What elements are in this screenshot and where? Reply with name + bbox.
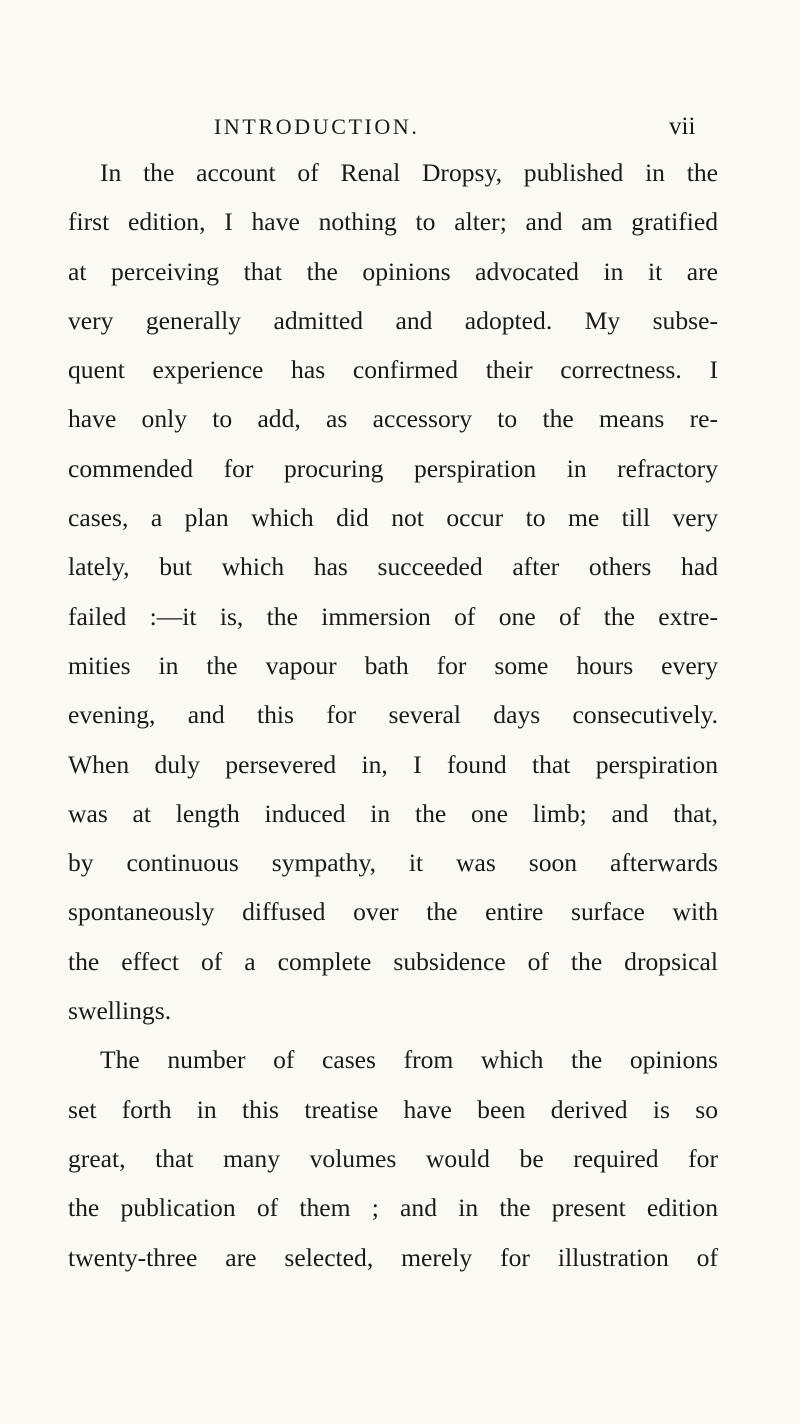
text-line: In the account of Renal Dropsy, published in the — [100, 158, 718, 187]
page-number: vii — [669, 113, 696, 140]
text-line: great, that many volumes would be required for — [68, 1143, 718, 1173]
text-line: evening, and this for several days consecutively. — [68, 700, 718, 730]
text-line: failed :—it is, the immersion of one of the extre- — [68, 601, 718, 631]
text-line: lately, but which has succeeded after others had — [68, 552, 718, 582]
text-line: spontaneously diffused over the entire surface with — [68, 897, 718, 927]
text-line: quent experience has confirmed their correctness. I — [68, 355, 718, 385]
text-line: have only to add, as accessory to the means re- — [68, 404, 718, 434]
text-line: was at length induced in the one limb; and that, — [68, 798, 718, 828]
text-line: mities in the vapour bath for some hours every — [68, 650, 718, 680]
text-line: commended for procuring perspiration in refractory — [68, 453, 718, 483]
running-head — [0, 112, 800, 142]
body-text — [68, 148, 718, 1282]
text-line: When duly persevered in, I found that perspiration — [68, 749, 718, 779]
text-line: the effect of a complete subsidence of the dropsical — [68, 946, 718, 976]
text-line: at perceiving that the opinions advocated in it are — [68, 256, 718, 286]
text-line: the publication of them ; and in the present edition — [68, 1193, 718, 1223]
text-line: first edition, I have nothing to alter; and am gratified — [68, 207, 718, 237]
text-line: set forth in this treatise have been derived is so — [68, 1094, 718, 1124]
text-line: by continuous sympathy, it was soon afterwards — [68, 848, 718, 878]
text-line: twenty-three are selected, merely for illustration of — [68, 1242, 718, 1272]
text-line: swellings. — [68, 996, 172, 1026]
text-line: cases, a plan which did not occur to me till very — [68, 503, 718, 533]
text-line: The number of cases from which the opinions — [100, 1045, 718, 1075]
text-line: very generally admitted and adopted. My subse- — [68, 305, 718, 335]
running-title: INTRODUCTION. — [214, 114, 420, 139]
